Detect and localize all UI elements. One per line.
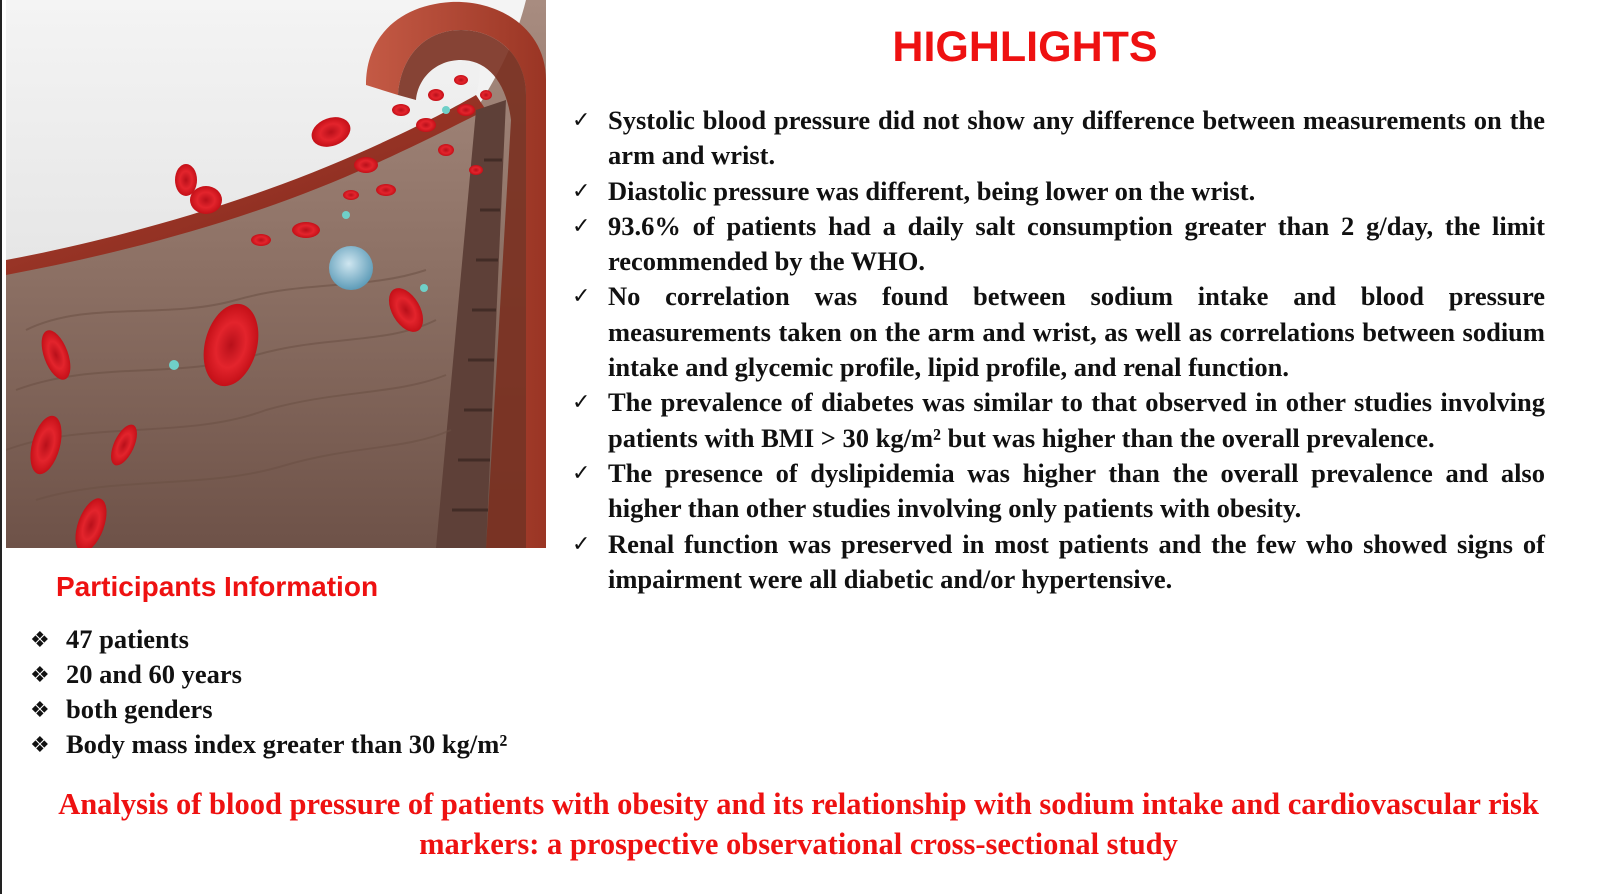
diamond-bullet-icon: ❖	[30, 628, 50, 653]
page-border	[0, 0, 2, 894]
highlight-item: ✓ The presence of dyslipidemia was higher than the overall prevalence and also higher than other studies involving only patients with obesity.	[572, 457, 1545, 524]
blood-vessel-illustration	[6, 0, 546, 548]
check-icon: ✓	[572, 213, 591, 239]
check-icon: ✓	[572, 284, 591, 310]
diamond-bullet-icon: ❖	[30, 698, 50, 723]
check-icon: ✓	[572, 390, 591, 416]
diamond-bullet-icon: ❖	[30, 663, 50, 688]
participant-item: ❖ both genders	[30, 692, 507, 727]
highlight-item: ✓ Renal function was preserved in most patients and the few who showed signs of impairment were all diabetic and/or hypertensive.	[572, 528, 1545, 594]
highlight-item: ✓ 93.6% of patients had a daily salt consumption greater than 2 g/day, the limit recommended by the WHO.	[572, 210, 1545, 277]
participants-title: Participants Information	[56, 571, 379, 602]
highlight-item: ✓ The prevalence of diabetes was similar to that observed in other studies involving patients with BMI > 30 kg/m² but was higher than the overall prevalence.	[572, 387, 1545, 453]
check-icon: ✓	[572, 460, 591, 486]
participant-item: ❖ 20 and 60 years	[30, 657, 507, 692]
study-title: Analysis of blood pressure of patients with obesity and its relationship with sodium intake and cardiovascular risk markers: a prospective observational cross-sectional study	[58, 787, 1539, 861]
check-icon: ✓	[572, 178, 591, 204]
diamond-bullet-icon: ❖	[30, 733, 50, 758]
participant-item: ❖ Body mass index greater than 30 kg/m²	[30, 727, 507, 762]
participant-item: ❖ 47 patients	[30, 622, 507, 657]
check-icon: ✓	[572, 108, 591, 133]
highlights-list	[570, 103, 1545, 597]
check-icon: ✓	[572, 531, 591, 557]
participants-list	[30, 622, 507, 762]
highlight-item: ✓ No correlation was found between sodium intake and blood pressure measurements taken on the arm and wrist, as well as correlations between sodium intake and glycemic profile, lipid profile, and renal function.	[572, 281, 1545, 383]
highlight-item: ✓ Systolic blood pressure did not show any difference between measurements on the arm and wrist.	[572, 105, 1545, 171]
highlights-title: HIGHLIGHTS	[892, 23, 1158, 71]
highlight-item: ✓ Diastolic pressure was different, being lower on the wrist.	[570, 174, 1545, 209]
